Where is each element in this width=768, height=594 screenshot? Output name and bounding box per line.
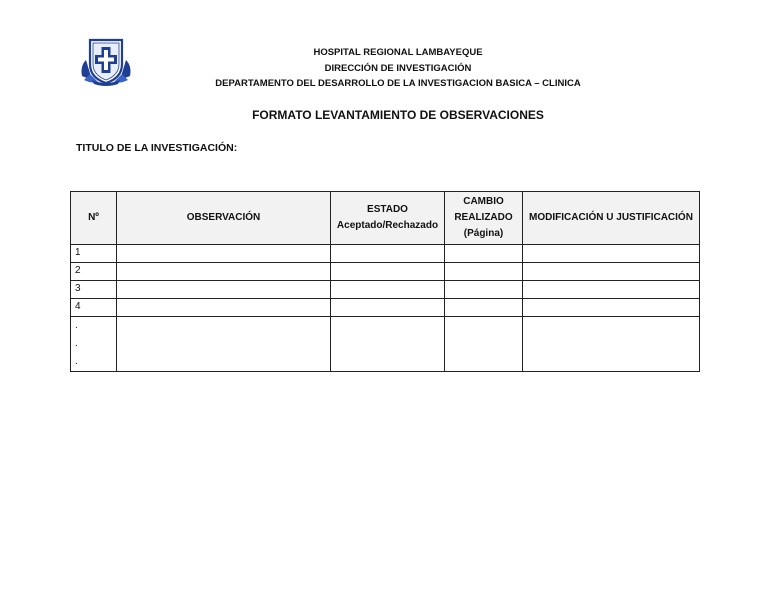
status-cell[interactable] bbox=[331, 263, 445, 281]
column-header-change bbox=[445, 192, 523, 245]
status-header-line2: Aceptado/Rechazado bbox=[336, 220, 439, 231]
modification-cell[interactable] bbox=[523, 245, 700, 263]
observations-table bbox=[70, 191, 700, 372]
observation-cell[interactable] bbox=[117, 281, 331, 299]
row-number: 3 bbox=[71, 281, 117, 299]
observation-cell[interactable] bbox=[117, 317, 331, 372]
column-header-observation: OBSERVACIÓN bbox=[117, 192, 331, 245]
column-header-modification: MODIFICACIÓN U JUSTIFICACIÓN bbox=[523, 192, 700, 245]
modification-cell[interactable] bbox=[523, 263, 700, 281]
table-row bbox=[71, 317, 700, 372]
direction-name: DIRECCIÓN DE INVESTIGACIÓN bbox=[324, 63, 472, 74]
table-header-row bbox=[71, 192, 700, 245]
observation-cell[interactable] bbox=[117, 245, 331, 263]
continuation-mark: . bbox=[75, 338, 78, 349]
row-number: 2 bbox=[71, 263, 117, 281]
continuation-mark: . bbox=[75, 356, 78, 367]
research-title-label: TITULO DE LA INVESTIGACIÓN: bbox=[76, 142, 238, 154]
column-header-status bbox=[331, 192, 445, 245]
modification-cell[interactable] bbox=[523, 317, 700, 372]
table-row bbox=[71, 245, 700, 263]
change-cell[interactable] bbox=[445, 281, 523, 299]
observation-cell[interactable] bbox=[117, 299, 331, 317]
status-cell[interactable] bbox=[331, 317, 445, 372]
change-header-line1: CAMBIO bbox=[463, 196, 504, 207]
change-header-line2: REALIZADO bbox=[454, 212, 513, 223]
column-header-number: Nº bbox=[71, 192, 117, 245]
table-row bbox=[71, 281, 700, 299]
row-number: 1 bbox=[71, 245, 117, 263]
status-cell[interactable] bbox=[331, 245, 445, 263]
status-cell[interactable] bbox=[331, 281, 445, 299]
form-title: FORMATO LEVANTAMIENTO DE OBSERVACIONES bbox=[252, 108, 544, 122]
change-cell[interactable] bbox=[445, 245, 523, 263]
continuation-marks bbox=[71, 317, 117, 372]
status-header-line1: ESTADO bbox=[367, 204, 408, 215]
table-row bbox=[71, 263, 700, 281]
change-cell[interactable] bbox=[445, 317, 523, 372]
hospital-name: HOSPITAL REGIONAL LAMBAYEQUE bbox=[313, 47, 483, 58]
continuation-mark: . bbox=[75, 320, 78, 331]
change-cell[interactable] bbox=[445, 263, 523, 281]
observation-cell[interactable] bbox=[117, 263, 331, 281]
row-number: 4 bbox=[71, 299, 117, 317]
modification-cell[interactable] bbox=[523, 281, 700, 299]
status-cell[interactable] bbox=[331, 299, 445, 317]
modification-cell[interactable] bbox=[523, 299, 700, 317]
table-row bbox=[71, 299, 700, 317]
change-cell[interactable] bbox=[445, 299, 523, 317]
department-name: DEPARTAMENTO DEL DESARROLLO DE LA INVESTIGACION BASICA – CLINICA bbox=[215, 78, 581, 89]
change-header-line3: (Página) bbox=[463, 228, 504, 239]
